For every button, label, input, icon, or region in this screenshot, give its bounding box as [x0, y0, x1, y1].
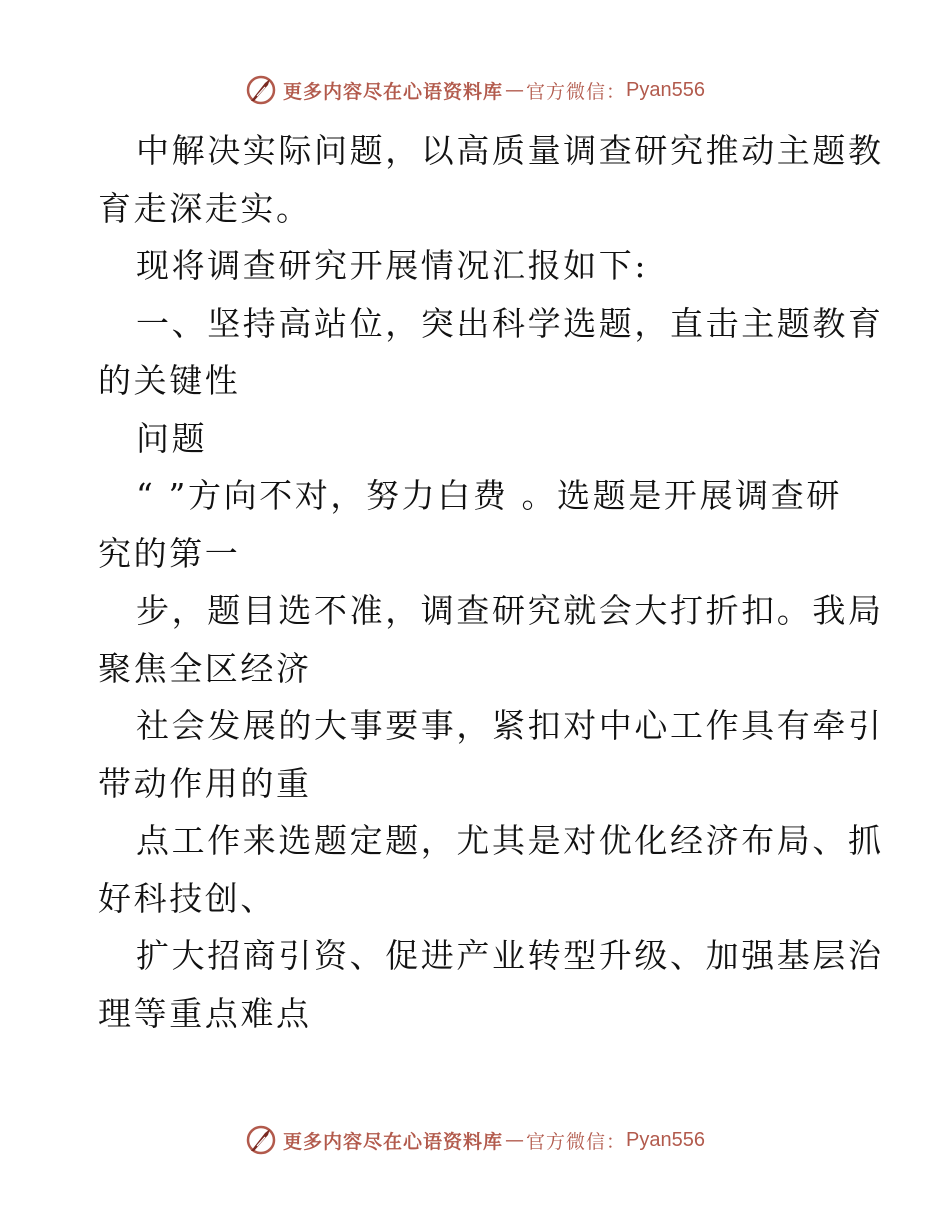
- text-line: “ ”方向不对，努力白费 。选题是开展调查研: [136, 476, 842, 515]
- text-line: 理等重点难点: [98, 993, 312, 1033]
- text-line: 究的第一: [98, 533, 241, 573]
- text-line: 聚焦全区经济: [98, 648, 312, 688]
- text-line: 社会发展的大事要事，紧扣对中心工作具有牵引: [136, 706, 884, 745]
- watermark-site-text: 更多内容尽在心语资料库: [283, 80, 504, 103]
- quill-pen-logo-icon: [245, 1124, 277, 1156]
- document-body: [98, 122, 884, 1042]
- text-line: 点工作来选题定题，尤其是对优化经济布局、抓: [136, 821, 884, 860]
- section-heading-cont: 的关键性: [98, 361, 241, 400]
- watermark-wechat-label: 官方微信：: [526, 1130, 627, 1153]
- text-line: 好科技创、: [98, 878, 276, 918]
- watermark-site-text: 更多内容尽在心语资料库: [283, 1130, 504, 1153]
- watermark-dash: —: [505, 79, 525, 101]
- watermark-wechat-label: 官方微信：: [526, 80, 627, 103]
- header-watermark: [0, 70, 950, 110]
- quill-pen-logo-icon: [245, 74, 277, 106]
- section-heading: 一、坚持高站位，突出科学选题，直击主题教育: [136, 303, 884, 343]
- watermark-wechat-id: Pyan556: [626, 78, 705, 101]
- text-line: 带动作用的重: [98, 763, 312, 803]
- text-line: 现将调查研究开展情况汇报如下:: [136, 246, 649, 285]
- text-line: 问题: [136, 418, 208, 458]
- watermark-dash: —: [505, 1129, 525, 1151]
- watermark-wechat-id: Pyan556: [626, 1128, 705, 1151]
- text-line: 扩大招商引资、促进产业转型升级、加强基层治: [136, 936, 884, 975]
- text-line: 育走深走实。: [98, 188, 312, 228]
- footer-watermark: [0, 1120, 950, 1160]
- text-line: 步，题目选不准，调查研究就会大打折扣。我局: [136, 591, 884, 630]
- text-line: 中解决实际问题，以高质量调查研究推动主题教: [136, 131, 884, 170]
